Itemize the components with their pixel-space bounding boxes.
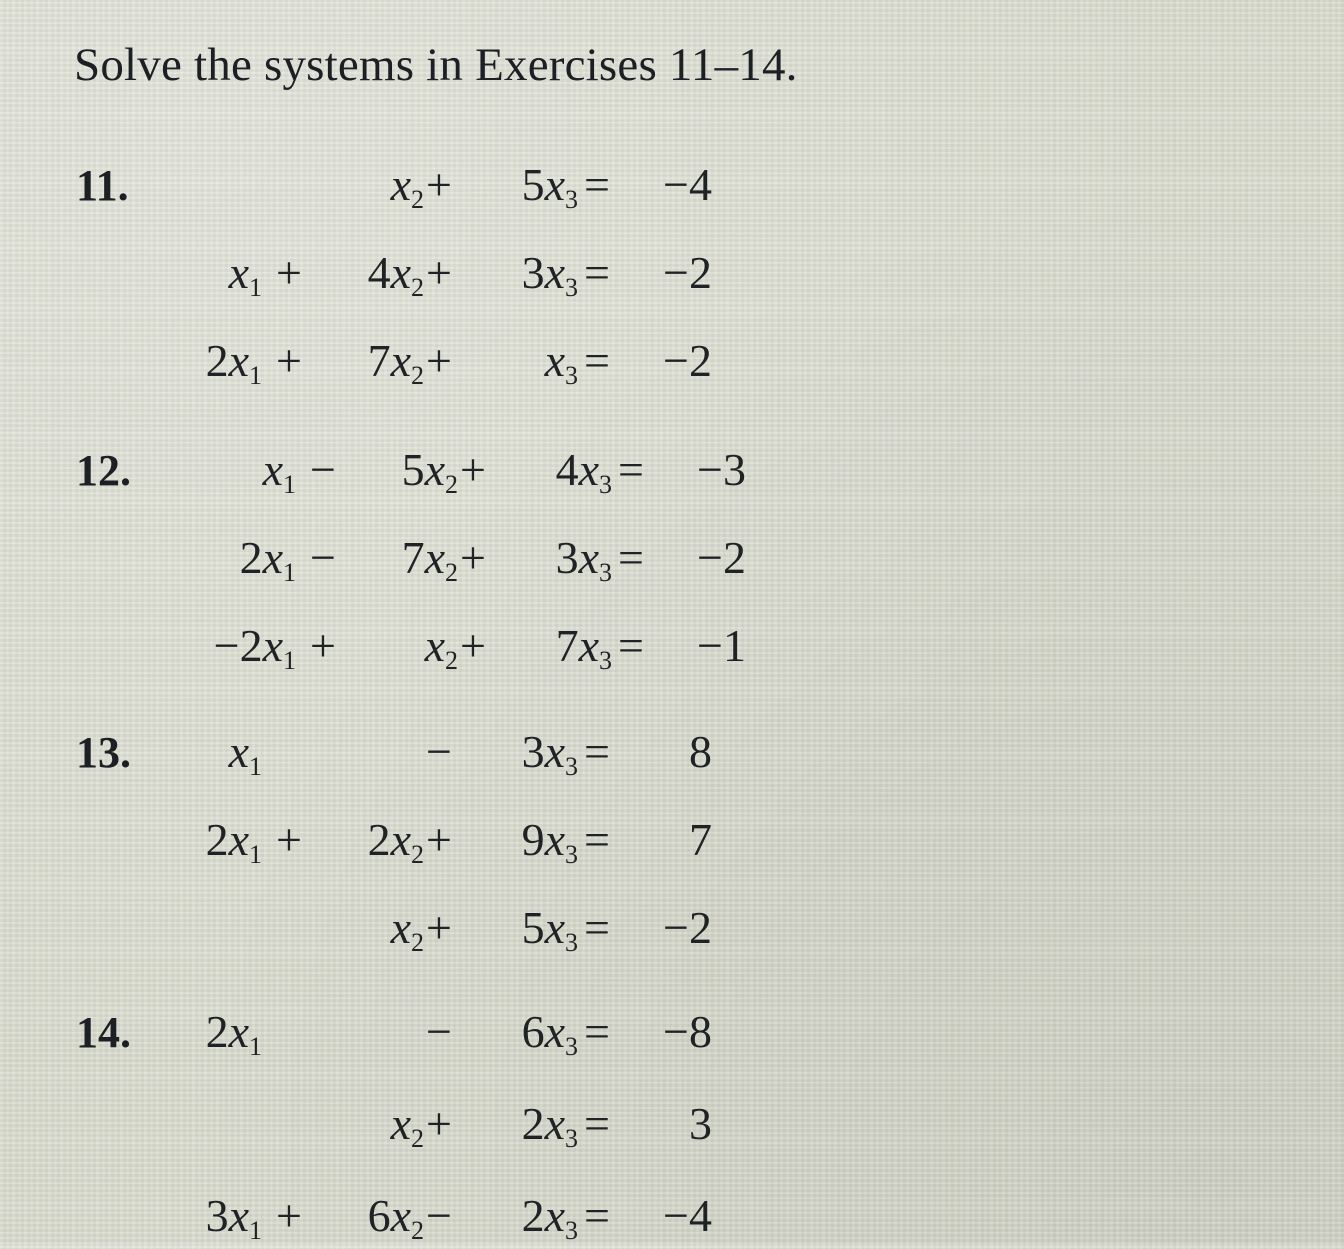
equation-rhs: 8 <box>689 726 712 777</box>
equation-operator: + <box>276 247 302 298</box>
equation-operator: + <box>426 247 452 298</box>
equation-operator: + <box>460 532 486 583</box>
equals-sign: = <box>584 247 610 298</box>
equation-line <box>0 813 800 873</box>
equation-rhs: −8 <box>663 1006 712 1057</box>
equation-rhs: −1 <box>697 620 746 671</box>
equation-term: $6x_3$ <box>521 1006 578 1061</box>
exercise-number: 12. <box>76 446 131 495</box>
equation-term: $-2x_1$ <box>213 620 296 675</box>
equation-rhs: 7 <box>689 814 712 865</box>
equation-term: $4x_2$ <box>367 247 424 302</box>
equation-rhs: −2 <box>663 335 712 386</box>
equation-operator: − <box>426 726 452 777</box>
equation-term: $6x_2$ <box>367 1190 424 1245</box>
equation-line <box>0 1005 800 1065</box>
equation-term: $x_1$ <box>228 247 262 302</box>
equation-term: $2x_1$ <box>205 1006 262 1061</box>
equation-term: $5x_3$ <box>521 902 578 957</box>
equation-term: $x_1$ <box>228 726 262 781</box>
page-heading: Solve the systems in Exercises 11–14. <box>74 39 798 91</box>
equation-term: $x_3$ <box>544 335 578 390</box>
equation-rhs: −2 <box>663 247 712 298</box>
equation-operator: + <box>426 159 452 210</box>
equation-line <box>0 901 800 961</box>
equation-term: $x_2$ <box>390 1098 424 1153</box>
exercise-number: 11. <box>76 161 129 210</box>
equals-sign: = <box>618 620 644 671</box>
equals-sign: = <box>584 1190 610 1241</box>
equation-term: $7x_3$ <box>555 620 612 675</box>
equation-operator: − <box>310 444 336 495</box>
equation-operator: + <box>310 620 336 671</box>
equation-line <box>0 1189 800 1249</box>
equation-rhs: −4 <box>663 159 712 210</box>
equation-operator: + <box>460 620 486 671</box>
equals-sign: = <box>618 444 644 495</box>
equation-term: $x_2$ <box>390 902 424 957</box>
equation-term: $x_2$ <box>390 159 424 214</box>
equation-term: $x_2$ <box>424 620 458 675</box>
equation-term: $7x_2$ <box>401 532 458 587</box>
equation-term: $3x_3$ <box>521 247 578 302</box>
exercise-number: 14. <box>76 1008 131 1057</box>
equation-term: $2x_3$ <box>521 1098 578 1153</box>
equation-operator: + <box>426 335 452 386</box>
equation-line <box>0 531 800 591</box>
equation-operator: + <box>276 335 302 386</box>
equation-operator: + <box>460 444 486 495</box>
equation-operator: − <box>426 1006 452 1057</box>
equation-operator: + <box>426 1098 452 1149</box>
equation-line <box>0 725 800 785</box>
equation-term: $7x_2$ <box>367 335 424 390</box>
equation-operator: − <box>426 1190 452 1241</box>
equation-rhs: −2 <box>697 532 746 583</box>
equation-rhs: −3 <box>697 444 746 495</box>
equation-term: $2x_1$ <box>205 335 262 390</box>
equation-operator: − <box>310 532 336 583</box>
equation-term: $5x_3$ <box>521 159 578 214</box>
equation-operator: + <box>426 814 452 865</box>
equation-line <box>0 246 800 306</box>
equation-term: $x_1$ <box>262 444 296 499</box>
equation-term: $2x_3$ <box>521 1190 578 1245</box>
equation-term: $5x_2$ <box>401 444 458 499</box>
equation-line <box>0 1097 800 1157</box>
equation-term: $9x_3$ <box>521 814 578 869</box>
equals-sign: = <box>584 335 610 386</box>
equation-operator: + <box>276 1190 302 1241</box>
equals-sign: = <box>618 532 644 583</box>
equation-rhs: 3 <box>689 1098 712 1149</box>
equation-term: $3x_1$ <box>205 1190 262 1245</box>
equals-sign: = <box>584 1098 610 1149</box>
equals-sign: = <box>584 726 610 777</box>
equation-term: $3x_3$ <box>555 532 612 587</box>
exercise-number: 13. <box>76 728 131 777</box>
equation-term: $4x_3$ <box>555 444 612 499</box>
equals-sign: = <box>584 814 610 865</box>
equals-sign: = <box>584 1006 610 1057</box>
equation-line <box>0 334 800 394</box>
equation-rhs: −2 <box>663 902 712 953</box>
equals-sign: = <box>584 902 610 953</box>
equation-term: $2x_1$ <box>239 532 296 587</box>
equation-line <box>0 443 800 503</box>
equation-rhs: −4 <box>663 1190 712 1241</box>
equation-term: $2x_2$ <box>367 814 424 869</box>
equation-line <box>0 158 800 218</box>
equation-term: $3x_3$ <box>521 726 578 781</box>
equals-sign: = <box>584 159 610 210</box>
equation-term: $2x_1$ <box>205 814 262 869</box>
equation-operator: + <box>426 902 452 953</box>
equation-line <box>0 619 800 679</box>
equation-operator: + <box>276 814 302 865</box>
